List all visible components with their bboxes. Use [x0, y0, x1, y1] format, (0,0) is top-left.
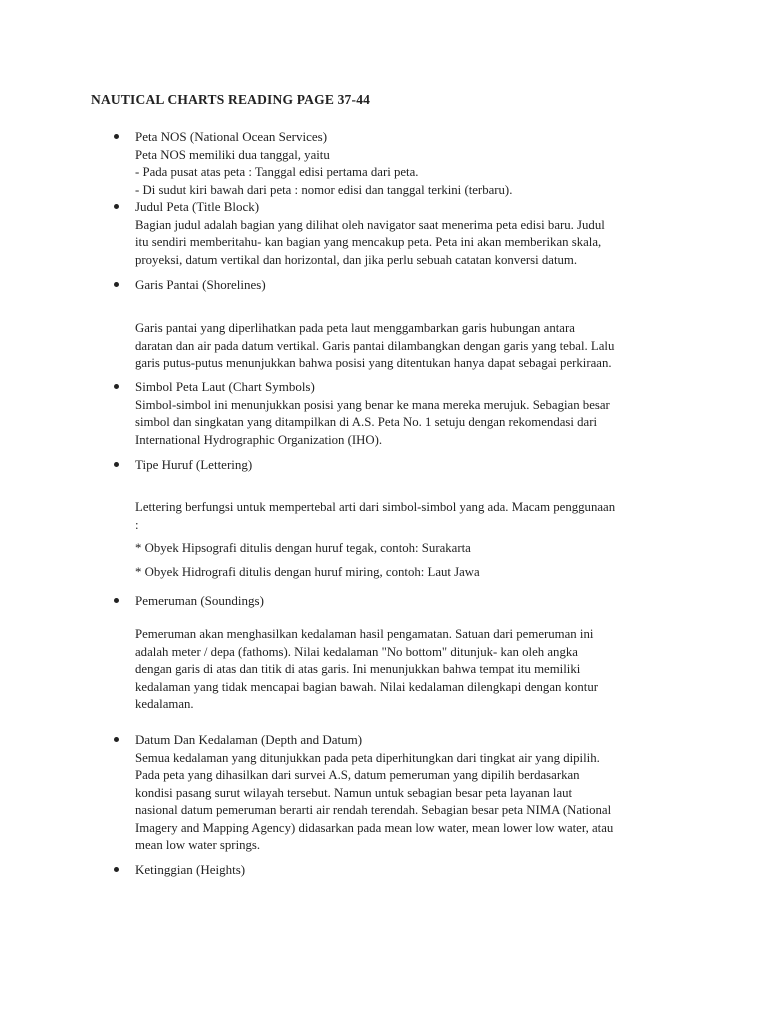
bullet — [114, 134, 119, 139]
text-line: * Obyek Hidrografi ditulis dengan huruf miring, contoh: Laut Jawa — [135, 565, 480, 579]
item-body — [135, 750, 683, 855]
text-line: kondisi pasang surut wilayah tersebut. Namun untuk sebagian besar peta layanan laut — [135, 785, 573, 800]
text-line: mean low water springs. — [135, 838, 261, 852]
text-line: proyeksi, datum vertikal dan horizontal, dan jika perlu sebuah catatan konversi datum. — [135, 252, 578, 267]
item-heading: Garis Pantai (Shorelines) — [135, 277, 266, 292]
item-heading: Judul Peta (Title Block) — [135, 199, 260, 214]
bullet — [114, 384, 119, 389]
text-line: adalah meter / depa (fathoms). Nilai kedalaman "No bottom" ditunjuk- kan oleh angka — [135, 644, 578, 659]
text-line: : — [135, 517, 139, 532]
text-line: nasional datum pemeruman berarti air rendah terendah. Sebagian besar peta NIMA (National — [135, 803, 612, 817]
text-line: dengan garis di atas dan titik di atas garis. Ini menunjukkan bahwa tempat itu memiliki — [135, 662, 581, 676]
bullet — [114, 598, 119, 603]
text-line: Imagery and Mapping Agency) didasarkan pada mean low water, mean lower low water, atau — [135, 820, 614, 835]
text-line: Semua kedalaman yang ditunjukkan pada peta diperhitungkan dari tingkat air yang dipilih. — [135, 750, 600, 765]
text-line: - Pada pusat atas peta : Tanggal edisi pertama dari peta. — [135, 165, 419, 179]
item-body — [135, 397, 683, 450]
text-line: garis putus-putus menunjukkan bahwa posisi yang ditentukan hanya dapat sebagai perkiraan. — [135, 356, 612, 370]
item-body — [135, 147, 683, 200]
text-line: itu sendiri memberitahu- kan bagian yang mencakup peta. Peta ini akan memberikan skala, — [135, 235, 602, 249]
text-line: Pada peta yang dihasilkan dari survei A.S, datum pemeruman yang dipilih berdasarkan — [135, 768, 580, 782]
item-heading: Tipe Huruf (Lettering) — [135, 457, 253, 472]
text-line: Lettering berfungsi untuk mempertebal arti dari simbol-simbol yang ada. Macam penggunaan — [135, 500, 616, 514]
bullet — [114, 867, 119, 872]
text-line: simbol dan singkatan yang ditampilkan di A.S. Peta No. 1 setuju dengan rekomendasi dari — [135, 415, 598, 429]
item-heading: Ketinggian (Heights) — [135, 862, 246, 877]
text-line: daratan dan air pada datum vertikal. Garis pantai dilambangkan dengan garis yang tebal. Lalu — [135, 338, 615, 353]
item-body — [135, 217, 683, 270]
text-line: kedalaman yang tidak mencapai bagian bawah. Nilai kedalaman dilengkapi dengan kontur — [135, 679, 599, 694]
item-body — [135, 499, 683, 582]
item-heading: Pemeruman (Soundings) — [135, 593, 264, 608]
item-heading: Peta NOS (National Ocean Services) — [135, 129, 328, 144]
bullet — [114, 737, 119, 742]
text-line: kedalaman. — [135, 697, 194, 711]
text-line: Garis pantai yang diperlihatkan pada peta laut menggambarkan garis hubungan antara — [135, 321, 575, 335]
text-line: International Hydrographic Organization (IHO). — [135, 432, 383, 447]
bullet — [114, 204, 119, 209]
text-line: - Di sudut kiri bawah dari peta : nomor edisi dan tanggal terkini (terbaru). — [135, 182, 513, 197]
text-line: Pemeruman akan menghasilkan kedalaman hasil pengamatan. Satuan dari pemeruman ini — [135, 627, 594, 641]
item-body — [135, 626, 683, 714]
item-heading: Simbol Peta Laut (Chart Symbols) — [135, 379, 315, 394]
bullet — [114, 282, 119, 287]
text-line: Simbol-simbol ini menunjukkan posisi yang benar ke mana mereka merujuk. Sebagian besar — [135, 397, 610, 412]
item-body — [135, 320, 683, 373]
item-heading: Datum Dan Kedalaman (Depth and Datum) — [135, 732, 363, 747]
bullet — [114, 462, 119, 467]
text-line: Peta NOS memiliki dua tanggal, yaitu — [135, 147, 330, 162]
text-line: Bagian judul adalah bagian yang dilihat oleh navigator saat menerima peta edisi baru. Judul — [135, 217, 605, 232]
text-line: * Obyek Hipsografi ditulis dengan huruf tegak, contoh: Surakarta — [135, 540, 471, 555]
document-title: NAUTICAL CHARTS READING PAGE 37-44 — [91, 92, 371, 107]
